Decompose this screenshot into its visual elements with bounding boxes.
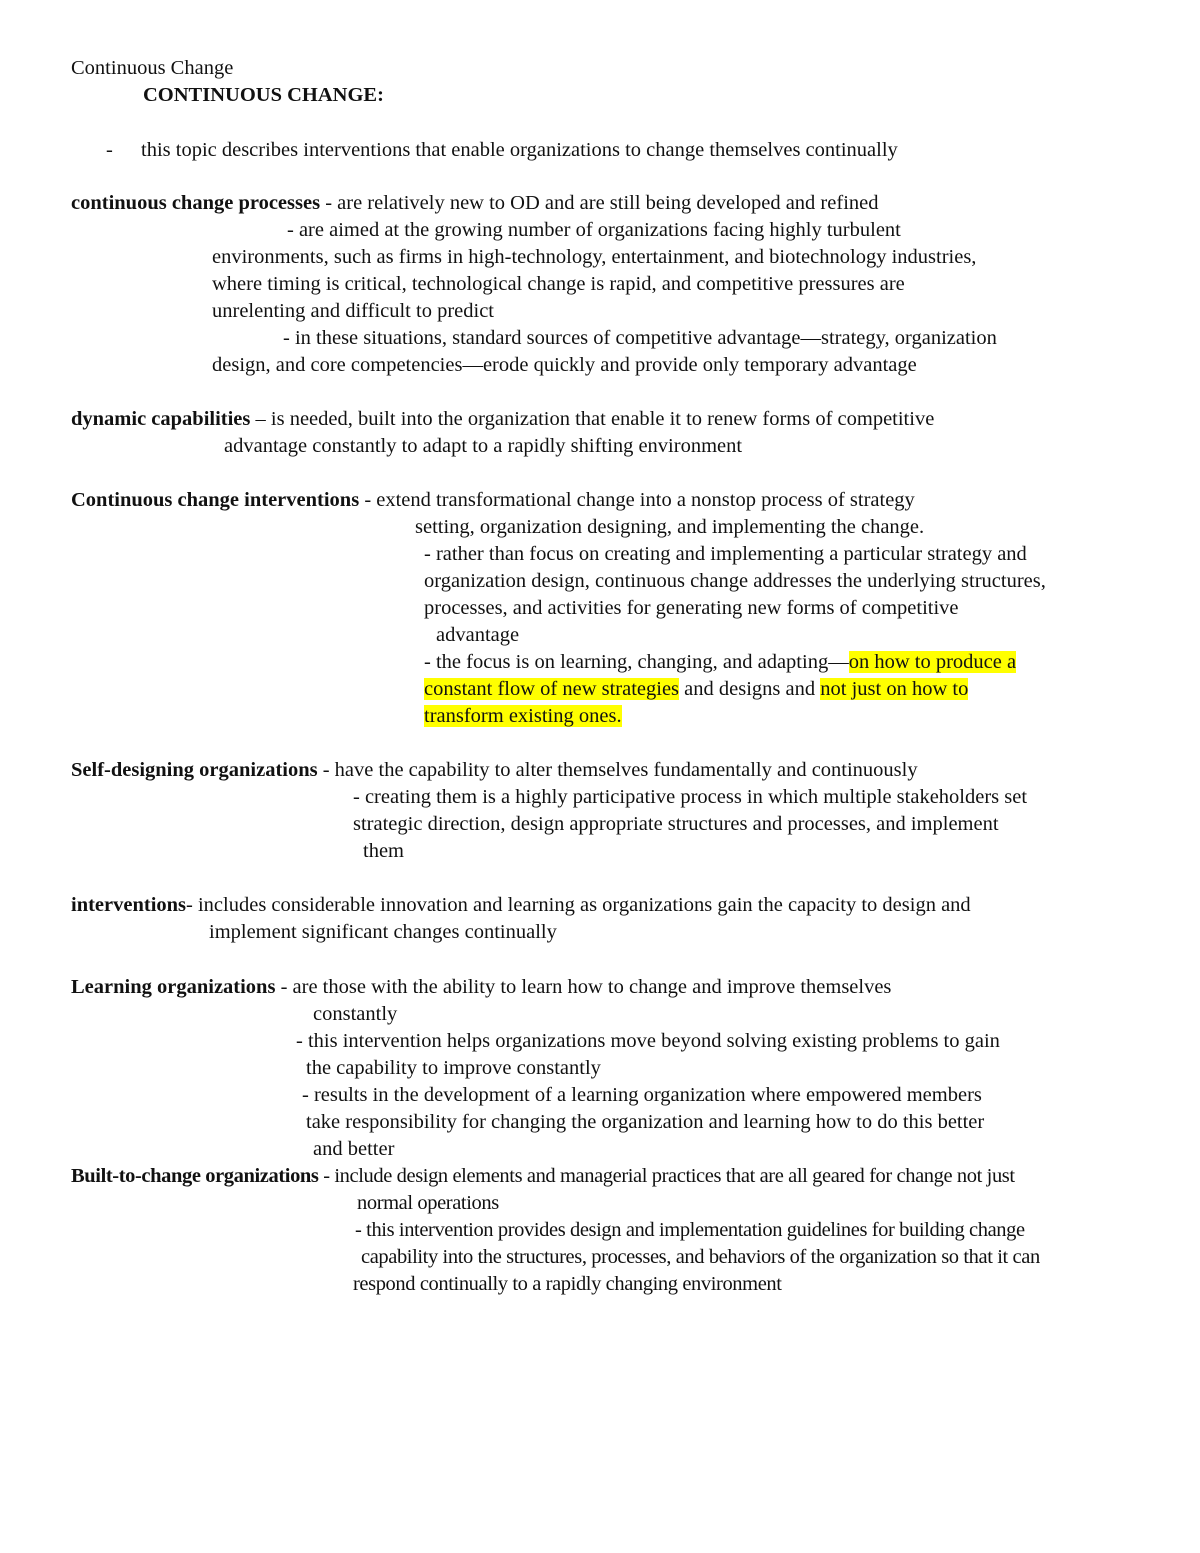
definition-line: respond continually to a rapidly changing environment <box>353 1273 782 1295</box>
definition-line: - results in the development of a learning organization where empowered members <box>302 1084 982 1106</box>
definition-line: the capability to improve constantly <box>306 1057 601 1079</box>
dynamic-capabilities-entry <box>71 406 934 433</box>
continuous-change-processes-entry <box>71 190 878 217</box>
definition-line: constantly <box>313 1003 398 1025</box>
definition-line: - this intervention helps organizations move beyond solving existing problems to gain <box>296 1030 1000 1052</box>
definition-text: - are those with the ability to learn how to change and improve themselves <box>275 976 892 998</box>
definition-line: take responsibility for changing the organization and learning how to do this better <box>306 1111 985 1133</box>
definition-line: setting, organization designing, and implementing the change. <box>415 516 925 538</box>
definition-line: them <box>363 840 404 862</box>
definition-line: environments, such as firms in high-technology, entertainment, and biotechnology industries, <box>212 246 977 268</box>
highlighted-text: transform existing ones. <box>424 705 622 727</box>
definition-text: - includes considerable innovation and learning as organizations gain the capacity to design and <box>186 894 971 916</box>
term-continuous-change-interventions: Continuous change interventions <box>71 489 360 511</box>
definition-text: – is needed, built into the organization that enable it to renew forms of competitive <box>250 408 935 430</box>
continuous-change-interventions-entry <box>71 487 915 514</box>
text-run: and designs and <box>679 678 821 700</box>
definition-line: organization design, continuous change addresses the underlying structures, <box>424 570 1046 592</box>
definition-text: - are relatively new to OD and are still being developed and refined <box>320 192 879 214</box>
term-continuous-change-processes: continuous change processes <box>71 192 321 214</box>
highlighted-text: not just on how to <box>820 678 969 700</box>
text-run: - the focus is on learning, changing, and adapting— <box>424 651 849 673</box>
definition-line: strategic direction, design appropriate structures and processes, and implement <box>353 813 999 835</box>
definition-text: - extend transformational change into a nonstop process of strategy <box>359 489 915 511</box>
definition-line: capability into the structures, processes, and behaviors of the organization so that it can <box>361 1246 1040 1268</box>
definition-line: unrelenting and difficult to predict <box>212 300 494 322</box>
definition-line: - in these situations, standard sources of competitive advantage—strategy, organization <box>283 327 997 349</box>
definition-line: - creating them is a highly participative process in which multiple stakeholders set <box>353 786 1028 808</box>
highlighted-text: on how to produce a <box>848 651 1017 673</box>
definition-line <box>424 649 1016 676</box>
built-to-change-organizations-entry <box>71 1163 1015 1190</box>
definition-line: implement significant changes continually <box>209 921 557 943</box>
definition-line: advantage <box>436 624 520 646</box>
definition-line: - are aimed at the growing number of organizations facing highly turbulent <box>287 219 901 241</box>
definition-line: where timing is critical, technological change is rapid, and competitive pressures are <box>212 273 905 295</box>
definition-text: - include design elements and managerial practices that are all geared for change not just <box>318 1165 1015 1187</box>
definition-line: - rather than focus on creating and implementing a particular strategy and <box>424 543 1027 565</box>
definition-line: design, and core competencies—erode quickly and provide only temporary advantage <box>212 354 917 376</box>
term-interventions: interventions <box>71 894 187 916</box>
learning-organizations-entry <box>71 974 891 1001</box>
self-designing-organizations-entry <box>71 757 918 784</box>
interventions-entry <box>71 892 971 919</box>
intro-text: this topic describes interventions that enable organizations to change themselves continually <box>141 139 898 161</box>
term-dynamic-capabilities: dynamic capabilities <box>71 408 251 430</box>
intro-bullet: - <box>106 139 113 161</box>
definition-line: and better <box>313 1138 395 1160</box>
definition-line <box>424 703 622 730</box>
running-title: Continuous Change <box>71 57 234 79</box>
definition-line: normal operations <box>357 1192 499 1214</box>
term-learning-organizations: Learning organizations <box>71 976 276 998</box>
definition-line: advantage constantly to adapt to a rapidly shifting environment <box>224 435 743 457</box>
term-built-to-change-organizations: Built-to-change organizations <box>71 1165 319 1187</box>
highlighted-text: constant flow of new strategies <box>424 678 680 700</box>
page-heading: CONTINUOUS CHANGE: <box>143 84 384 106</box>
definition-line: processes, and activities for generating new forms of competitive <box>424 597 959 619</box>
definition-line: - this intervention provides design and implementation guidelines for building change <box>355 1219 1025 1241</box>
term-self-designing-organizations: Self-designing organizations <box>71 759 318 781</box>
definition-line <box>424 676 968 703</box>
definition-text: - have the capability to alter themselves fundamentally and continuously <box>317 759 918 781</box>
